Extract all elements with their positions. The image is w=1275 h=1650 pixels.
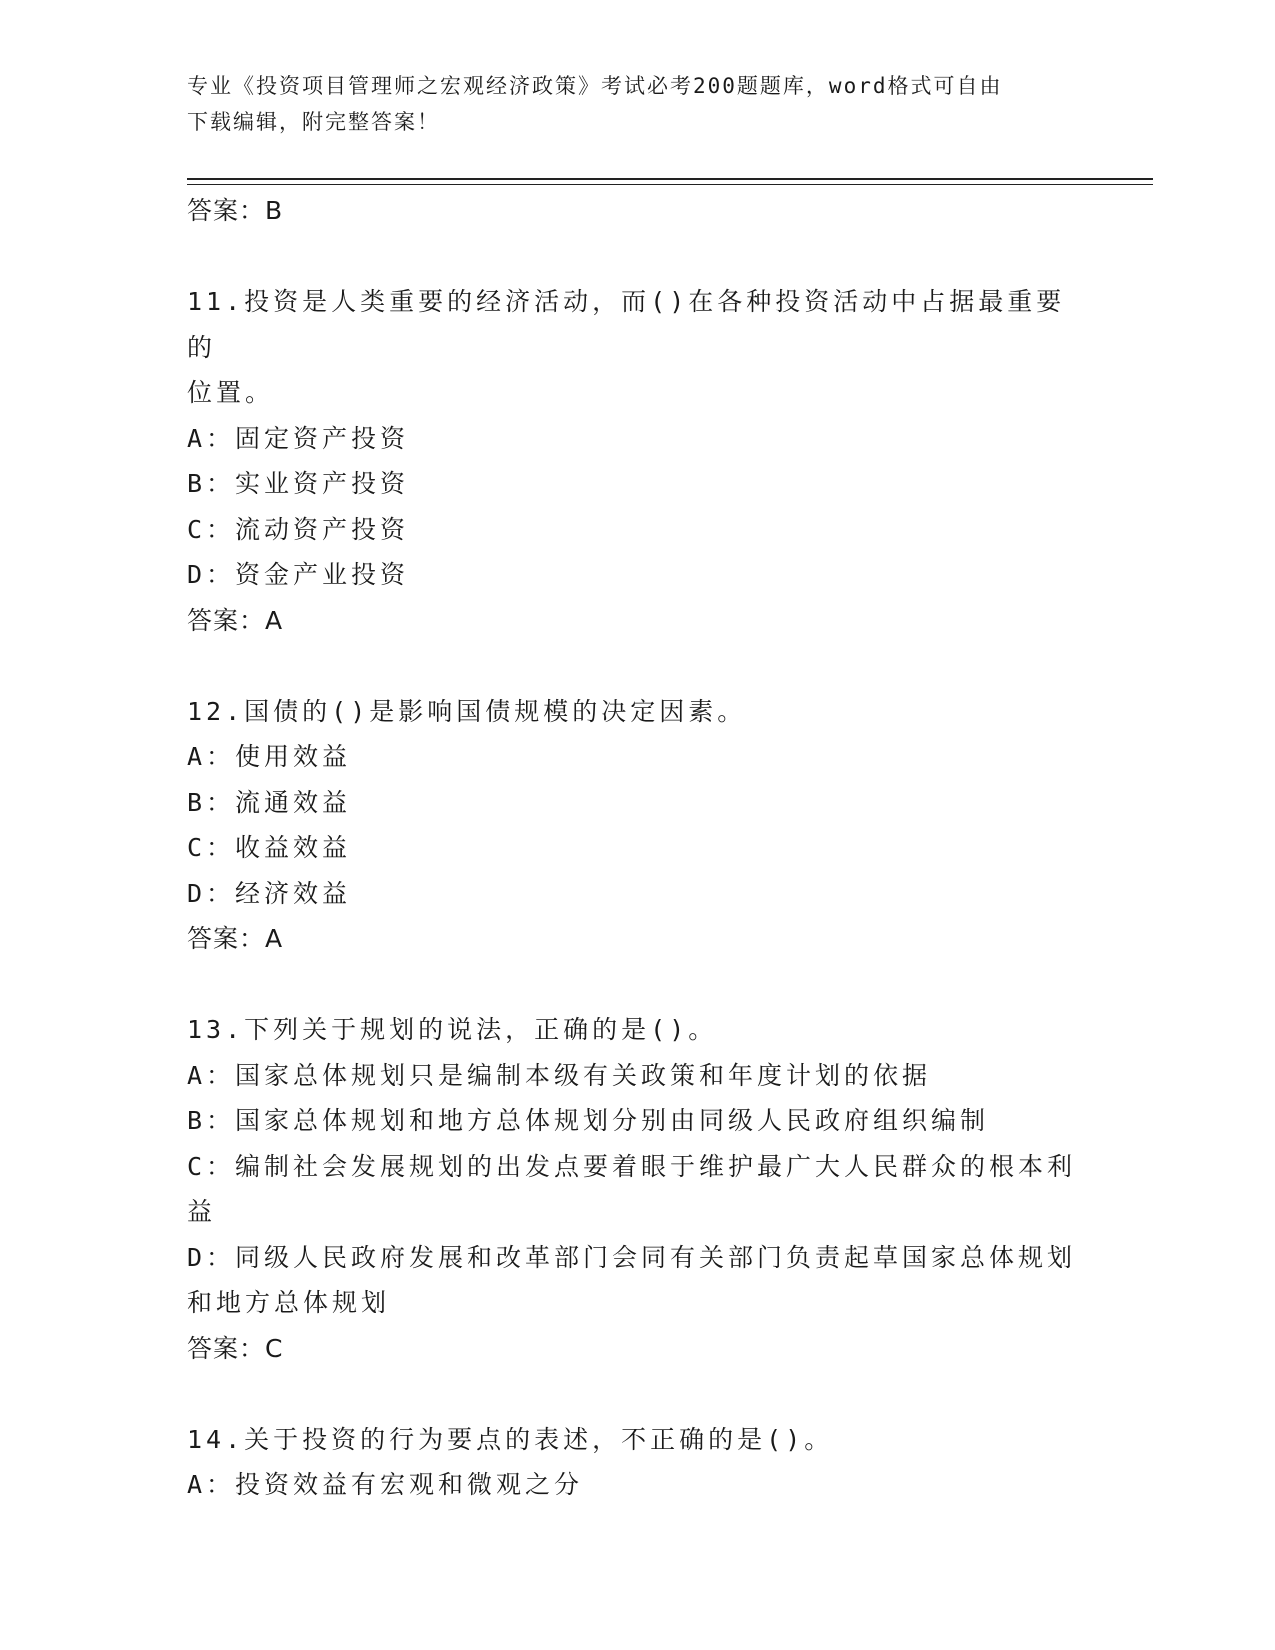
option-a: A：使用效益 — [187, 742, 352, 771]
header-divider-thick — [187, 178, 1153, 180]
option-d-continued: 和地方总体规划 — [187, 1288, 391, 1317]
answer-line: 答案：A — [187, 924, 284, 953]
option-c: C：流动资产投资 — [187, 514, 410, 544]
question-14 — [187, 1417, 1087, 1508]
question-stem: 12.国债的()是影响国债规模的决定因素。 — [187, 696, 747, 726]
question-11 — [187, 279, 1087, 643]
option-d: D：资金产业投资 — [187, 560, 410, 589]
answer-line: 答案：B — [187, 196, 284, 225]
header-line-2: 下载编辑，附完整答案！ — [187, 110, 440, 134]
option-d: D：同级人民政府发展和改革部门会同有关部门负责起草国家总体规划 — [187, 1242, 1077, 1272]
question-stem-continued: 位置。 — [187, 378, 275, 407]
option-c-continued: 益 — [187, 1197, 217, 1226]
answer-line: 答案：A — [187, 605, 284, 635]
option-a: A：国家总体规划只是编制本级有关政策和年度计划的依据 — [187, 1060, 932, 1090]
option-d: D：经济效益 — [187, 878, 352, 908]
option-b: B：国家总体规划和地方总体规划分别由同级人民政府组织编制 — [187, 1106, 990, 1135]
header-divider-thin — [187, 184, 1153, 185]
question-stem: 11.投资是人类重要的经济活动，而()在各种投资活动中占据最重要的 — [187, 287, 1066, 362]
answer-line: 答案：C — [187, 1333, 284, 1363]
question-12 — [187, 689, 1087, 962]
question-13 — [187, 1007, 1087, 1371]
option-b: B：流通效益 — [187, 787, 352, 817]
option-a: A：投资效益有宏观和微观之分 — [187, 1470, 584, 1499]
option-b: B：实业资产投资 — [187, 469, 410, 498]
header-line-1: 专业《投资项目管理师之宏观经济政策》考试必考200题题库，word格式可自由 — [187, 74, 1003, 98]
option-c: C：编制社会发展规划的出发点要着眼于维护最广大人民群众的根本利 — [187, 1151, 1077, 1181]
document-header — [187, 68, 1067, 140]
document-body — [187, 188, 1087, 1508]
option-c: C：收益效益 — [187, 833, 352, 862]
option-a: A：固定资产投资 — [187, 423, 410, 453]
question-stem: 13.下列关于规划的说法，正确的是()。 — [187, 1015, 718, 1044]
question-stem: 14.关于投资的行为要点的表述，不正确的是()。 — [187, 1424, 834, 1454]
